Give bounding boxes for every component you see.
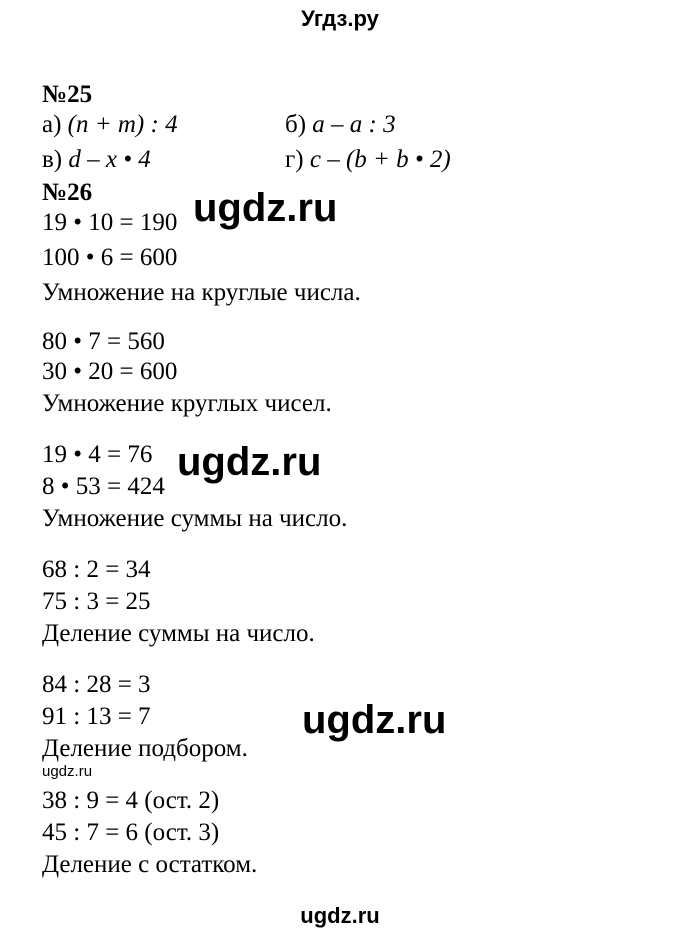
small-watermark: ugdz.ru: [42, 763, 93, 780]
equation-line: 30 • 20 = 600: [42, 358, 178, 385]
equation-line: 75 : 3 = 25: [42, 588, 151, 615]
group-caption: Умножение суммы на число.: [42, 505, 348, 532]
equation-line: 100 • 6 = 600: [42, 244, 178, 271]
item-expression: (n + m) : 4: [67, 111, 178, 138]
site-watermark-header: Угдз.ру: [301, 6, 379, 31]
equation-line: 84 : 28 = 3: [42, 671, 151, 698]
task-25-item-v: [42, 145, 151, 175]
item-label: в): [42, 146, 63, 173]
equation-line: 19 • 10 = 190: [42, 209, 178, 236]
group-caption: Деление с остатком.: [42, 851, 258, 878]
group-caption: Умножение круглых чисел.: [42, 390, 332, 417]
big-watermark: ugdz.ru: [302, 698, 447, 742]
item-expression: d – x • 4: [68, 146, 151, 173]
equation-line: 8 • 53 = 424: [42, 473, 165, 500]
task-25-title: №25: [42, 81, 93, 108]
equation-line: 91 : 13 = 7: [42, 703, 151, 730]
task-25-item-a: [42, 110, 178, 140]
task-25-item-b: [285, 110, 396, 140]
item-expression: c – (b + b • 2): [309, 146, 451, 173]
equation-line: 19 • 4 = 76: [42, 441, 153, 468]
site-watermark-footer: ugdz.ru: [300, 903, 380, 928]
task-25-item-g: [285, 145, 451, 175]
task-26-title: №26: [42, 179, 93, 206]
equation-line: 68 : 2 = 34: [42, 556, 151, 583]
equation-line: 38 : 9 = 4 (ост. 2): [42, 787, 220, 814]
group-caption: Деление суммы на число.: [42, 620, 315, 647]
big-watermark: ugdz.ru: [177, 440, 322, 484]
item-label: а): [42, 111, 62, 138]
item-label: г): [285, 146, 304, 173]
group-caption: Умножение на круглые числа.: [42, 279, 361, 306]
big-watermark: ugdz.ru: [193, 186, 338, 230]
equation-line: 45 : 7 = 6 (ост. 3): [42, 819, 220, 846]
equation-line: 80 • 7 = 560: [42, 328, 165, 355]
item-expression: a – a : 3: [312, 111, 396, 138]
group-caption: Деление подбором.: [42, 735, 248, 762]
item-label: б): [285, 111, 307, 138]
